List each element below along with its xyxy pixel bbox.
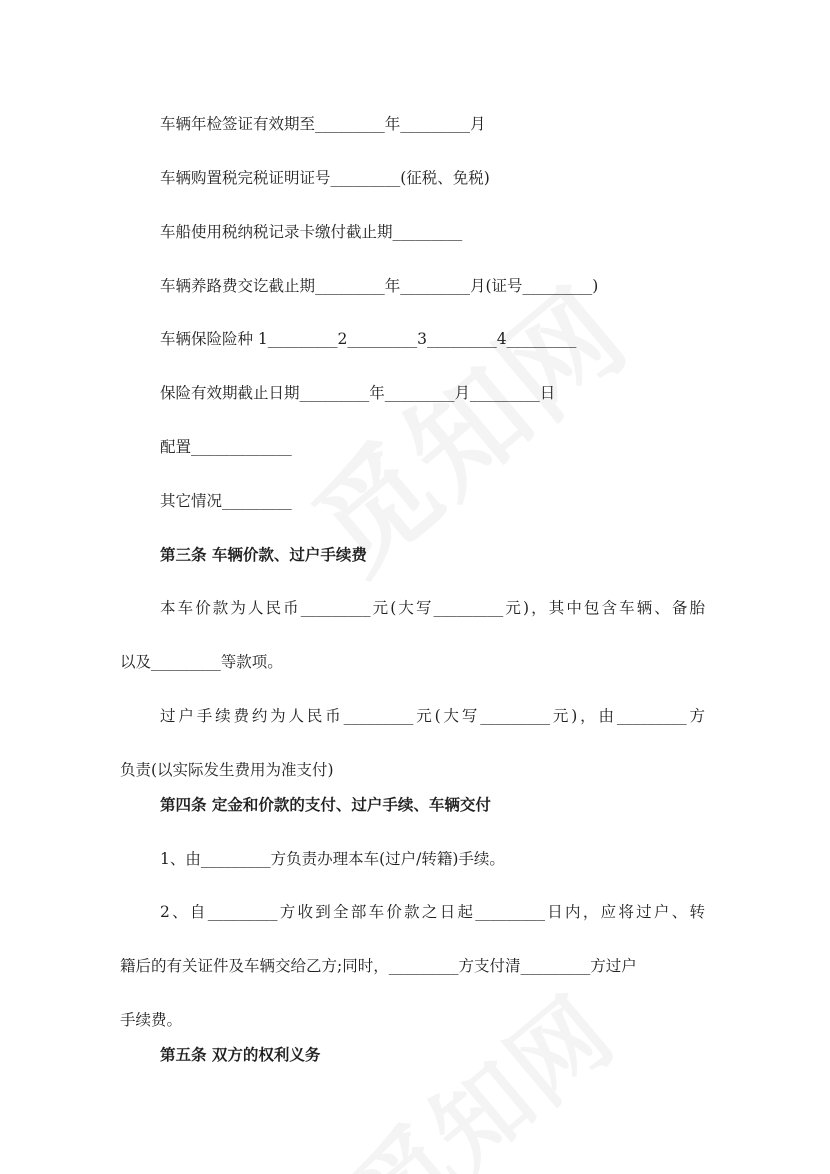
article4-heading: 第四条 定金和价款的支付、过户手续、车辆交付	[160, 795, 491, 814]
insurance-expiry-line: 保险有效期截止日期_________年_________月_________日	[160, 384, 556, 402]
article4-item2-paragraph	[120, 885, 705, 1047]
road-fee-line: 车辆养路费交讫截止期_________年_________月(证号_________)	[160, 277, 599, 295]
vessel-tax-line: 车船使用税纳税记录卡缴付截止期_________	[160, 223, 463, 241]
article3-heading: 第三条 车辆价款、过户手续费	[160, 545, 367, 564]
article3-fee-line2: 负责(以实际发生费用为准支付)	[120, 761, 334, 779]
insurance-types-line: 车辆保险险种 1_________2_________3_________4_________	[160, 330, 577, 348]
article4-item2-line2: 籍后的有关证件及车辆交给乙方;同时，_________方支付清_________方过户	[120, 957, 637, 975]
article3-price-line1: 本车价款为人民币_________元(大写_________元)，其中包含车辆、备胎	[160, 599, 705, 617]
article4-item2-line3: 手续费。	[120, 1011, 183, 1029]
article5-heading: 第五条 双方的权利义务	[160, 1045, 321, 1064]
purchase-tax-line: 车辆购置税完税证明证号_________(征税、免税)	[160, 169, 490, 187]
annual-inspection-line: 车辆年检签证有效期至_________年_________月	[160, 115, 486, 133]
article4-item1: 1、由_________方负责办理本车(过户/转籍)手续。	[160, 850, 505, 868]
article3-price-paragraph	[120, 581, 705, 689]
configuration-line: 配置_____________	[160, 438, 292, 456]
article3-fee-line1: 过户手续费约为人民币_________元(大写_________元)，由_________方	[160, 707, 705, 725]
article3-price-line2: 以及_________等款项。	[120, 653, 283, 671]
article3-fee-paragraph	[120, 689, 705, 797]
other-conditions-line: 其它情况_________	[160, 492, 292, 510]
article4-item2-line1: 2、自_________方收到全部车价款之日起_________日内，应将过户、转	[160, 903, 705, 921]
